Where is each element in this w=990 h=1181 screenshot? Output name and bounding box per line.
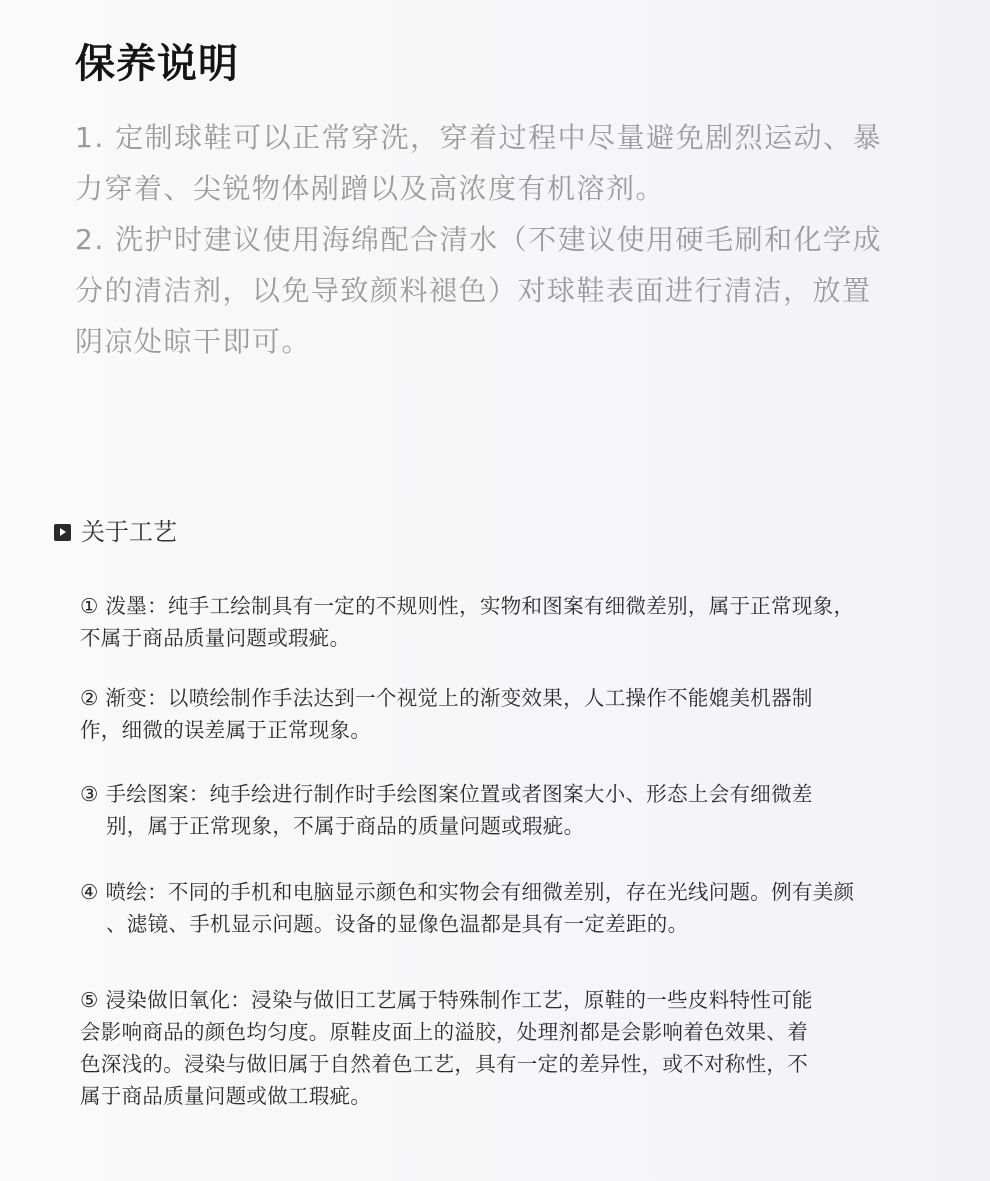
craft-item-text: 色深浅的。浸染与做旧属于自然着色工艺，具有一定的差异性，或不对称性，不 — [80, 1052, 808, 1076]
craft-item-text: 作，细微的误差属于正常现象。 — [80, 718, 372, 742]
craft-item-text: 会影响商品的颜色均匀度。原鞋皮面上的溢胶，处理剂都是会影响着色效果、着 — [80, 1020, 808, 1044]
list-item — [80, 984, 813, 1112]
care-line: 阴凉处晾干即可。 — [75, 325, 312, 358]
craft-section-heading — [54, 512, 177, 552]
list-item — [80, 778, 813, 842]
list-item — [80, 590, 854, 654]
craft-item-text: ⑤ 浸染做旧氧化：浸染与做旧工艺属于特殊制作工艺，原鞋的一些皮料特性可能 — [80, 988, 813, 1012]
craft-item-text: ② 渐变：以喷绘制作手法达到一个视觉上的渐变效果，人工操作不能媲美机器制 — [80, 686, 813, 710]
list-item — [80, 682, 813, 746]
care-line: 分的清洁剂，以免导致颜料褪色）对球鞋表面进行清洁，放置 — [75, 274, 872, 307]
craft-item-text: 属于商品质量问题或做工瑕疵。 — [80, 1084, 372, 1108]
list-item — [80, 876, 854, 940]
craft-item-text: ③ 手绘图案：纯手绘进行制作时手绘图案位置或者图案大小、形态上会有细微差 — [80, 782, 813, 806]
care-line: 力穿着、尖锐物体剐蹭以及高浓度有机溶剂。 — [75, 172, 666, 205]
craft-item-text: ① 泼墨：纯手工绘制具有一定的不规则性，实物和图案有细微差别，属于正常现象， — [80, 594, 855, 618]
care-instructions-body — [75, 112, 925, 367]
craft-item-text: 不属于商品质量问题或瑕疵。 — [80, 626, 351, 650]
craft-item-text: 、滤镜、手机显示问题。设备的显像色温都是具有一定差距的。 — [106, 912, 689, 936]
craft-heading-label: 关于工艺 — [81, 518, 177, 546]
page-title: 保养说明 — [75, 41, 239, 87]
care-line: 2. 洗护时建议使用海绵配合清水（不建议使用硬毛刷和化学成 — [75, 223, 883, 256]
care-line: 1. 定制球鞋可以正常穿洗，穿着过程中尽量避免剧烈运动、暴 — [75, 121, 883, 154]
craft-item-text: 别，属于正常现象，不属于商品的质量问题或瑕疵。 — [106, 814, 585, 838]
craft-item-text: ④ 喷绘：不同的手机和电脑显示颜色和实物会有细微差别，存在光线问题。例有美颜 — [80, 880, 855, 904]
play-arrow-icon — [54, 524, 71, 541]
